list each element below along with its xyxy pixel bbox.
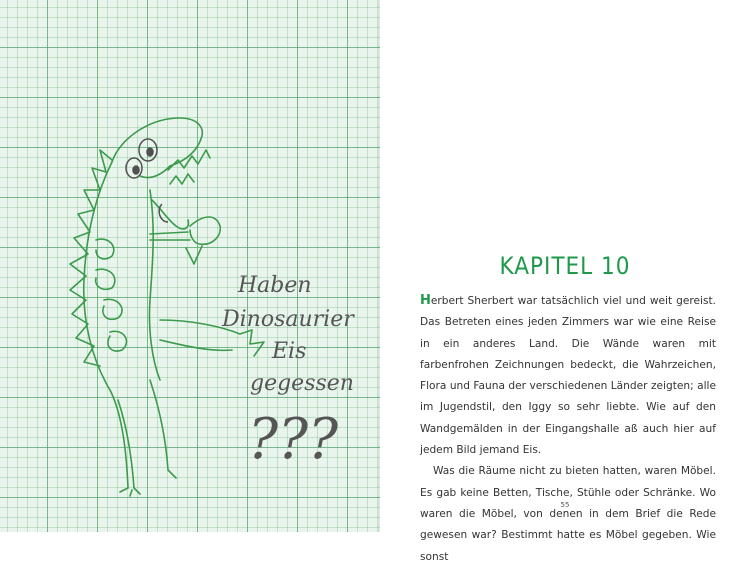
paragraph-1 (420, 290, 716, 461)
dinosaur-drawing (0, 0, 380, 532)
chapter-body (420, 290, 716, 568)
paragraph-1-text: erbert Sherbert war tatsächlich viel und weit gereist. Das Betreten eines jeden Zimmers war wie eine Reise in ein anderes Land. Die Wände waren mit farbenfrohen Zeichnungen bedeckt, die Wahrzeichen, Flora und Fauna der verschiedenen Länder zeigten; alle im Jugendstil, den Iggy so sehr liebte. Wie auf den Wandgemälden in der Eingangshalle aß auch hier auf jedem Bild jemand Eis. (420, 295, 716, 457)
right-page-text (380, 0, 750, 563)
page-number: 55 (560, 501, 570, 509)
handwriting-line4: gegessen (250, 371, 354, 396)
chapter-title: KAPITEL 10 (499, 252, 631, 280)
handwriting-line2: Dinosaurier (222, 307, 354, 332)
drop-cap: H (420, 293, 431, 308)
handwriting-question-marks: ??? (248, 407, 339, 472)
handwriting-line3: Eis (272, 339, 307, 364)
handwriting-line1: Haben (238, 273, 312, 298)
left-page-illustration (0, 0, 380, 532)
paragraph-2: Was die Räume nicht zu bieten hatten, waren Möbel. Es gab keine Betten, Tische, Stühle oder Schränke. Wo waren die Möbel, von denen in dem Brief die Rede gewesen war? Bestimmt hatte es Möbel gegeben. Wie sonst (420, 465, 716, 563)
